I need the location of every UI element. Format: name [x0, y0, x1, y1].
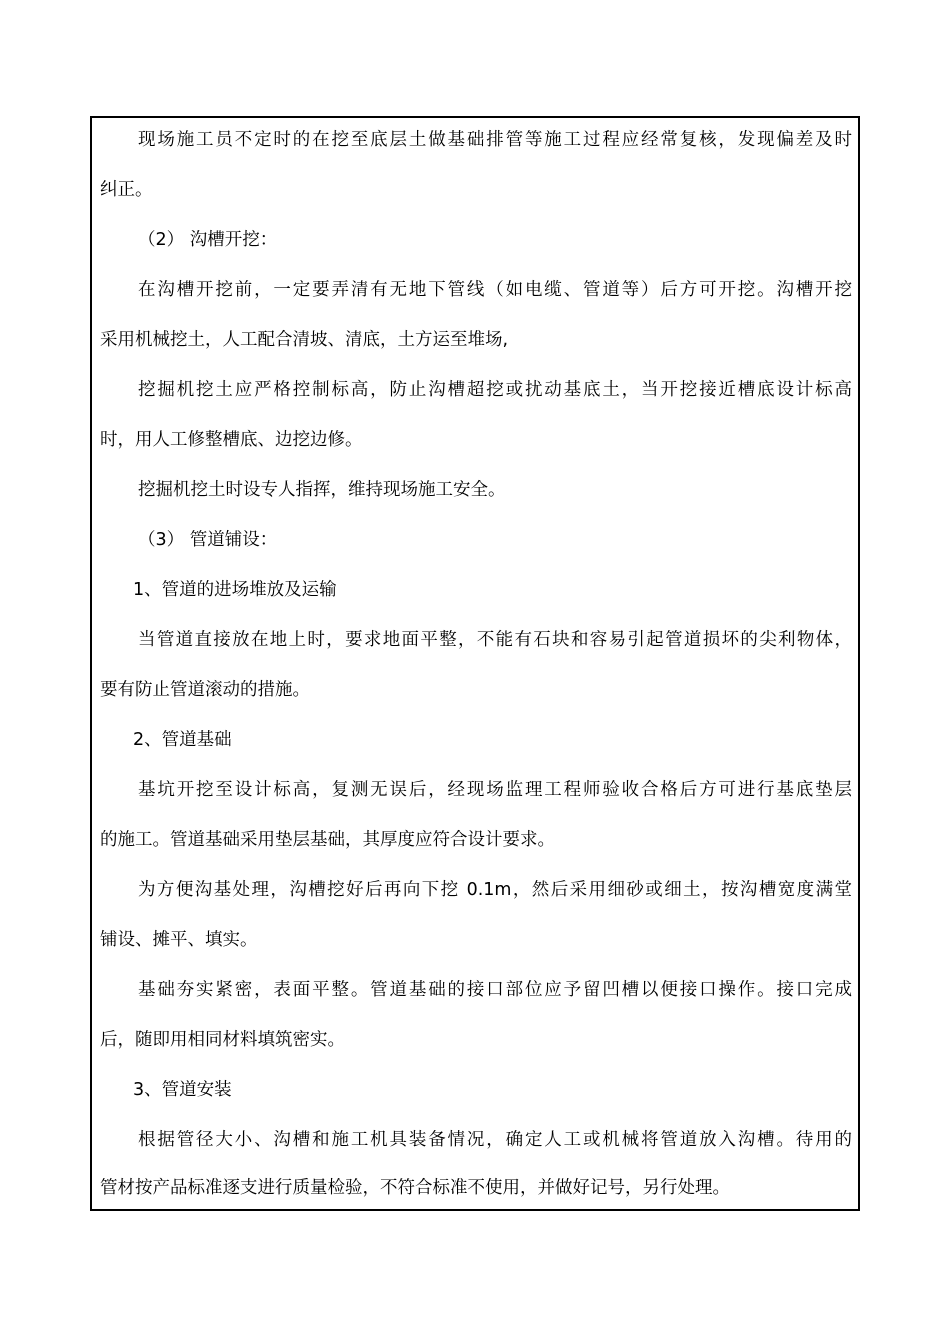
paragraph-line: 当管道直接放在地上时，要求地面平整，不能有石块和容易引起管道损坏的尖利物体， [138, 630, 852, 650]
paragraph-line: 纠正。 [100, 180, 153, 200]
paragraph-line: 基坑开挖至设计标高，复测无误后，经现场监理工程师验收合格后方可进行基底垫层 [138, 780, 852, 800]
subheading-pipe-storage-transport: 1、管道的进场堆放及运输 [133, 580, 337, 600]
paragraph-line: 基础夯实紧密，表面平整。管道基础的接口部位应予留凹槽以便接口操作。接口完成 [138, 980, 852, 1000]
subheading-pipe-foundation: 2、管道基础 [133, 730, 232, 750]
paragraph-line: 的施工。管道基础采用垫层基础，其厚度应符合设计要求。 [100, 830, 555, 850]
section-heading-pipe-laying: （3） 管道铺设： [138, 530, 278, 550]
paragraph-line: 后，随即用相同材料填筑密实。 [100, 1030, 345, 1050]
paragraph-line: 铺设、摊平、填实。 [100, 930, 258, 950]
paragraph-line: 挖掘机挖土时设专人指挥，维持现场施工安全。 [138, 480, 506, 500]
section-heading-trench-excavation: （2） 沟槽开挖： [138, 230, 278, 250]
paragraph-line: 在沟槽开挖前，一定要弄清有无地下管线（如电缆、管道等）后方可开挖。沟槽开挖 [138, 280, 852, 300]
paragraph-line: 采用机械挖土，人工配合清坡、清底，土方运至堆场, [100, 330, 509, 350]
paragraph-line: 管材按产品标准逐支进行质量检验，不符合标准不使用，并做好记号，另行处理。 [100, 1178, 730, 1198]
paragraph-line: 时，用人工修整槽底、边挖边修。 [100, 430, 363, 450]
paragraph-line: 要有防止管道滚动的措施。 [100, 680, 310, 700]
paragraph-line: 为方便沟基处理，沟槽挖好后再向下挖 0.1m，然后采用细砂或细土，按沟槽宽度满堂 [138, 880, 852, 900]
paragraph-line: 根据管径大小、沟槽和施工机具装备情况，确定人工或机械将管道放入沟槽。待用的 [138, 1130, 852, 1150]
paragraph-line: 现场施工员不定时的在挖至底层土做基础排管等施工过程应经常复核，发现偏差及时 [138, 130, 852, 150]
paragraph-line: 挖掘机挖土应严格控制标高，防止沟槽超挖或扰动基底土，当开挖接近槽底设计标高 [138, 380, 852, 400]
subheading-pipe-installation: 3、管道安装 [133, 1080, 232, 1100]
